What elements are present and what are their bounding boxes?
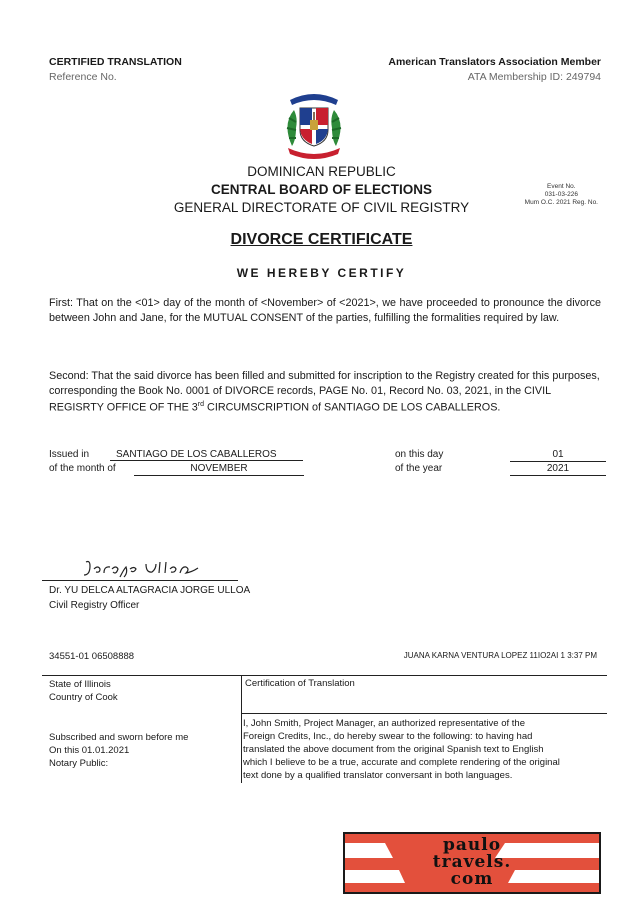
translation-cert-line: Foreign Credits, Inc., do hereby swear to the following: to having had: [243, 731, 533, 742]
coat-of-arms-icon: [276, 88, 352, 160]
board-name: CENTRAL BOARD OF ELECTIONS: [210, 182, 432, 197]
directorate-name: GENERAL DIRECTORATE OF CIVIL REGISTRY: [173, 200, 470, 215]
header-left: [49, 55, 182, 85]
notary-public: Notary Public:: [49, 758, 109, 769]
ata-membership-id: ATA Membership ID: 249794: [467, 71, 601, 83]
table-divider-lower: [241, 713, 242, 783]
issued-in-value: SANTIAGO DE LOS CABALLEROS: [110, 448, 303, 461]
reg-no-label: Mum O.C. 2021 Reg. No.: [524, 199, 598, 206]
translation-cert-heading: Certification of Translation: [245, 678, 355, 689]
event-no-value: 031-03-226: [544, 191, 578, 198]
country-name: DOMINICAN REPUBLIC: [247, 164, 396, 179]
officer-block: [49, 583, 250, 613]
officer-title: Civil Registry Officer: [49, 600, 140, 611]
ata-member-label: American Translators Association Member: [388, 56, 601, 68]
logo-text: [345, 837, 599, 888]
translation-cert-line: translated the above document from the original Spanish text to English: [243, 744, 544, 755]
issued-in-label: Issued in: [49, 449, 90, 460]
document-title: DIVORCE CERTIFICATE: [230, 231, 413, 248]
logo-line-travels: travels.: [432, 852, 512, 872]
translation-cert-line: I, John Smith, Project Manager, an authorized representative of the: [243, 718, 525, 729]
signature-line: [42, 580, 238, 581]
paulo-travels-logo: [343, 832, 601, 894]
notary-sworn-block: [49, 731, 188, 770]
month-value: NOVEMBER: [134, 462, 304, 476]
certified-translation-label: CERTIFIED TRANSLATION: [49, 56, 182, 68]
paragraph-second-text-end: CIRCUMSCRIPTION of SANTIAGO DE LOS CABALLEROS.: [204, 401, 501, 414]
translation-cert-line: which I believe to be a true, accurate and complete rendering of the original: [243, 757, 560, 768]
table-mid-rule: [241, 713, 607, 714]
notary-location: [49, 678, 118, 704]
notary-county: Country of Cook: [49, 692, 118, 703]
logo-line-com: com: [450, 869, 494, 889]
translation-cert-line: text done by a qualified translator conversant in both languages.: [243, 770, 513, 781]
notary-date: On this 01.01.2021: [49, 745, 130, 756]
notary-sworn: Subscribed and sworn before me: [49, 732, 189, 743]
paragraph-first: First: That on the <01> day of the month of <November> of <2021>, we have proceeded to pronounce the divorce between John and Jane, for the MUTUAL CONSENT of the parties, fulfilling the formalities required by law.: [49, 297, 601, 324]
certify-heading: WE HEREBY CERTIFY: [236, 266, 407, 280]
document-code: 34551-01 06508888: [49, 651, 135, 662]
day-value: 01: [510, 448, 606, 462]
reference-number-label: Reference No.: [49, 71, 117, 83]
table-top-rule: [42, 675, 607, 676]
day-label: on this day: [395, 449, 444, 460]
translation-cert-text: [243, 717, 603, 782]
paragraph-second: [49, 369, 601, 415]
event-no-label: Event No.: [547, 183, 576, 190]
event-info: [525, 183, 598, 207]
header-right: [388, 55, 601, 85]
year-label: of the year: [395, 463, 443, 474]
paragraph-second-superscript: rd: [197, 401, 205, 408]
logo-line-paulo: paulo: [442, 835, 502, 855]
notary-state: State of Illinois: [49, 679, 111, 690]
paragraph-second-text: Second: That the said divorce has been filled and submitted for inscription to the Registry created for this purposes, corresponding the Book No. 0001 of DIVORCE records, PAGE No. 01, Record No. 03, 2021, in the CIVIL REGISRTY OFFICE OF THE 3: [49, 370, 600, 414]
year-value: 2021: [510, 462, 606, 476]
registrar-stamp-text: JUANA KARNA VENTURA LOPEZ 11IO2AI 1 3:37 PM: [403, 651, 597, 660]
month-label: of the month of: [49, 463, 116, 474]
officer-name: Dr. YU DELCA ALTAGRACIA JORGE ULLOA: [49, 585, 251, 596]
table-divider-upper: [241, 675, 242, 713]
